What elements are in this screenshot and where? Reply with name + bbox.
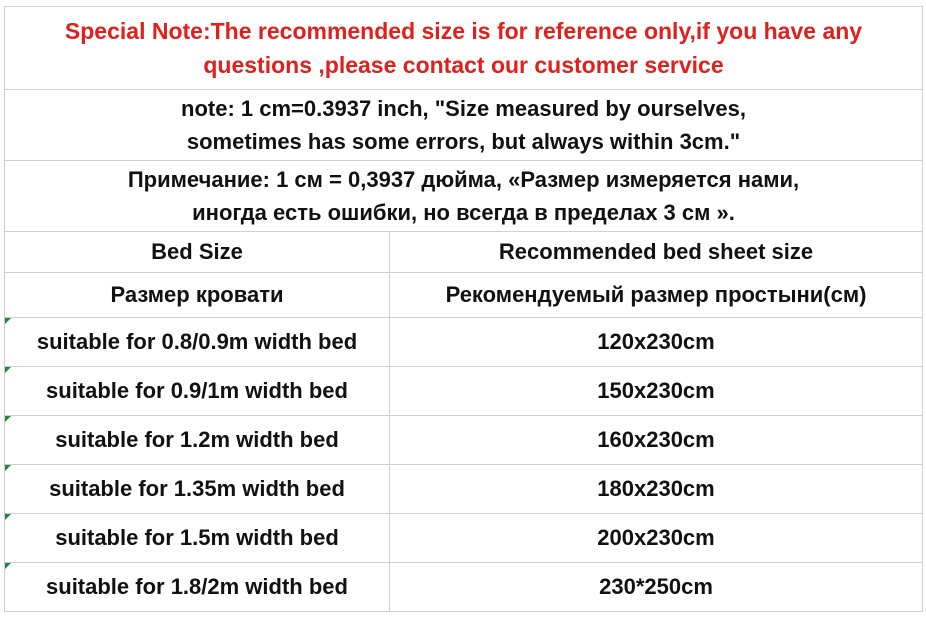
- table-row: [5, 465, 923, 514]
- table-row: [5, 416, 923, 465]
- special-note-line-1: Special Note:The recommended size is for reference only,if you have any: [64, 18, 863, 44]
- bed-size-cell: [5, 563, 390, 612]
- sheet-size-cell: 230*250cm: [390, 563, 923, 612]
- bed-size-text: suitable for 1.5m width bed: [55, 525, 339, 550]
- sheet-size-cell: 180x230cm: [390, 465, 923, 514]
- cell-marker-icon: [5, 416, 11, 422]
- bed-size-cell: [5, 416, 390, 465]
- table-row: [5, 367, 923, 416]
- bed-size-cell: [5, 318, 390, 367]
- bed-size-text: suitable for 0.8/0.9m width bed: [36, 329, 358, 354]
- header-row-english: [5, 232, 923, 273]
- special-note-row: [5, 7, 923, 90]
- cell-marker-icon: [5, 367, 11, 373]
- table-row: [5, 514, 923, 563]
- note-russian-cell: [5, 161, 923, 232]
- special-note-line-2: questions ,please contact our customer service: [203, 52, 724, 78]
- sheet-size-header: Recommended bed sheet size: [390, 232, 923, 273]
- sheet-size-header-ru: Рекомендуемый размер простыни(см): [390, 273, 923, 318]
- cell-marker-icon: [5, 465, 11, 471]
- note-english-cell: [5, 90, 923, 161]
- note-english-line-2: sometimes has some errors, but always within 3cm.": [186, 129, 741, 154]
- bed-size-cell: [5, 514, 390, 563]
- cell-marker-icon: [5, 318, 11, 324]
- size-table: [4, 6, 923, 612]
- bed-size-header-ru: Размер кровати: [5, 273, 390, 318]
- cell-marker-icon: [5, 514, 11, 520]
- sheet-size-cell: 150x230cm: [390, 367, 923, 416]
- sheet-size-cell: 120x230cm: [390, 318, 923, 367]
- bed-size-text: suitable for 1.2m width bed: [55, 427, 339, 452]
- sheet-size-cell: 200x230cm: [390, 514, 923, 563]
- bed-size-cell: [5, 367, 390, 416]
- table-row: [5, 318, 923, 367]
- note-english-line-1: note: 1 cm=0.3937 inch, "Size measured by ourselves,: [181, 96, 746, 121]
- cell-marker-icon: [5, 563, 11, 569]
- special-note-cell: [5, 7, 923, 90]
- note-russian-row: [5, 161, 923, 232]
- note-russian-line-2: иногда есть ошибки, но всегда в пределах 3 см ».: [192, 200, 735, 225]
- bed-size-text: suitable for 0.9/1m width bed: [46, 378, 348, 403]
- bed-size-cell: [5, 465, 390, 514]
- note-english-row: [5, 90, 923, 161]
- bed-size-text: suitable for 1.8/2m width bed: [46, 574, 348, 599]
- sheet-size-cell: 160x230cm: [390, 416, 923, 465]
- bed-size-header: Bed Size: [5, 232, 390, 273]
- bed-size-text: suitable for 1.35m width bed: [49, 476, 345, 501]
- table-row: [5, 563, 923, 612]
- header-row-russian: [5, 273, 923, 318]
- note-russian-line-1: Примечание: 1 см = 0,3937 дюйма, «Размер измеряется нами,: [127, 167, 800, 192]
